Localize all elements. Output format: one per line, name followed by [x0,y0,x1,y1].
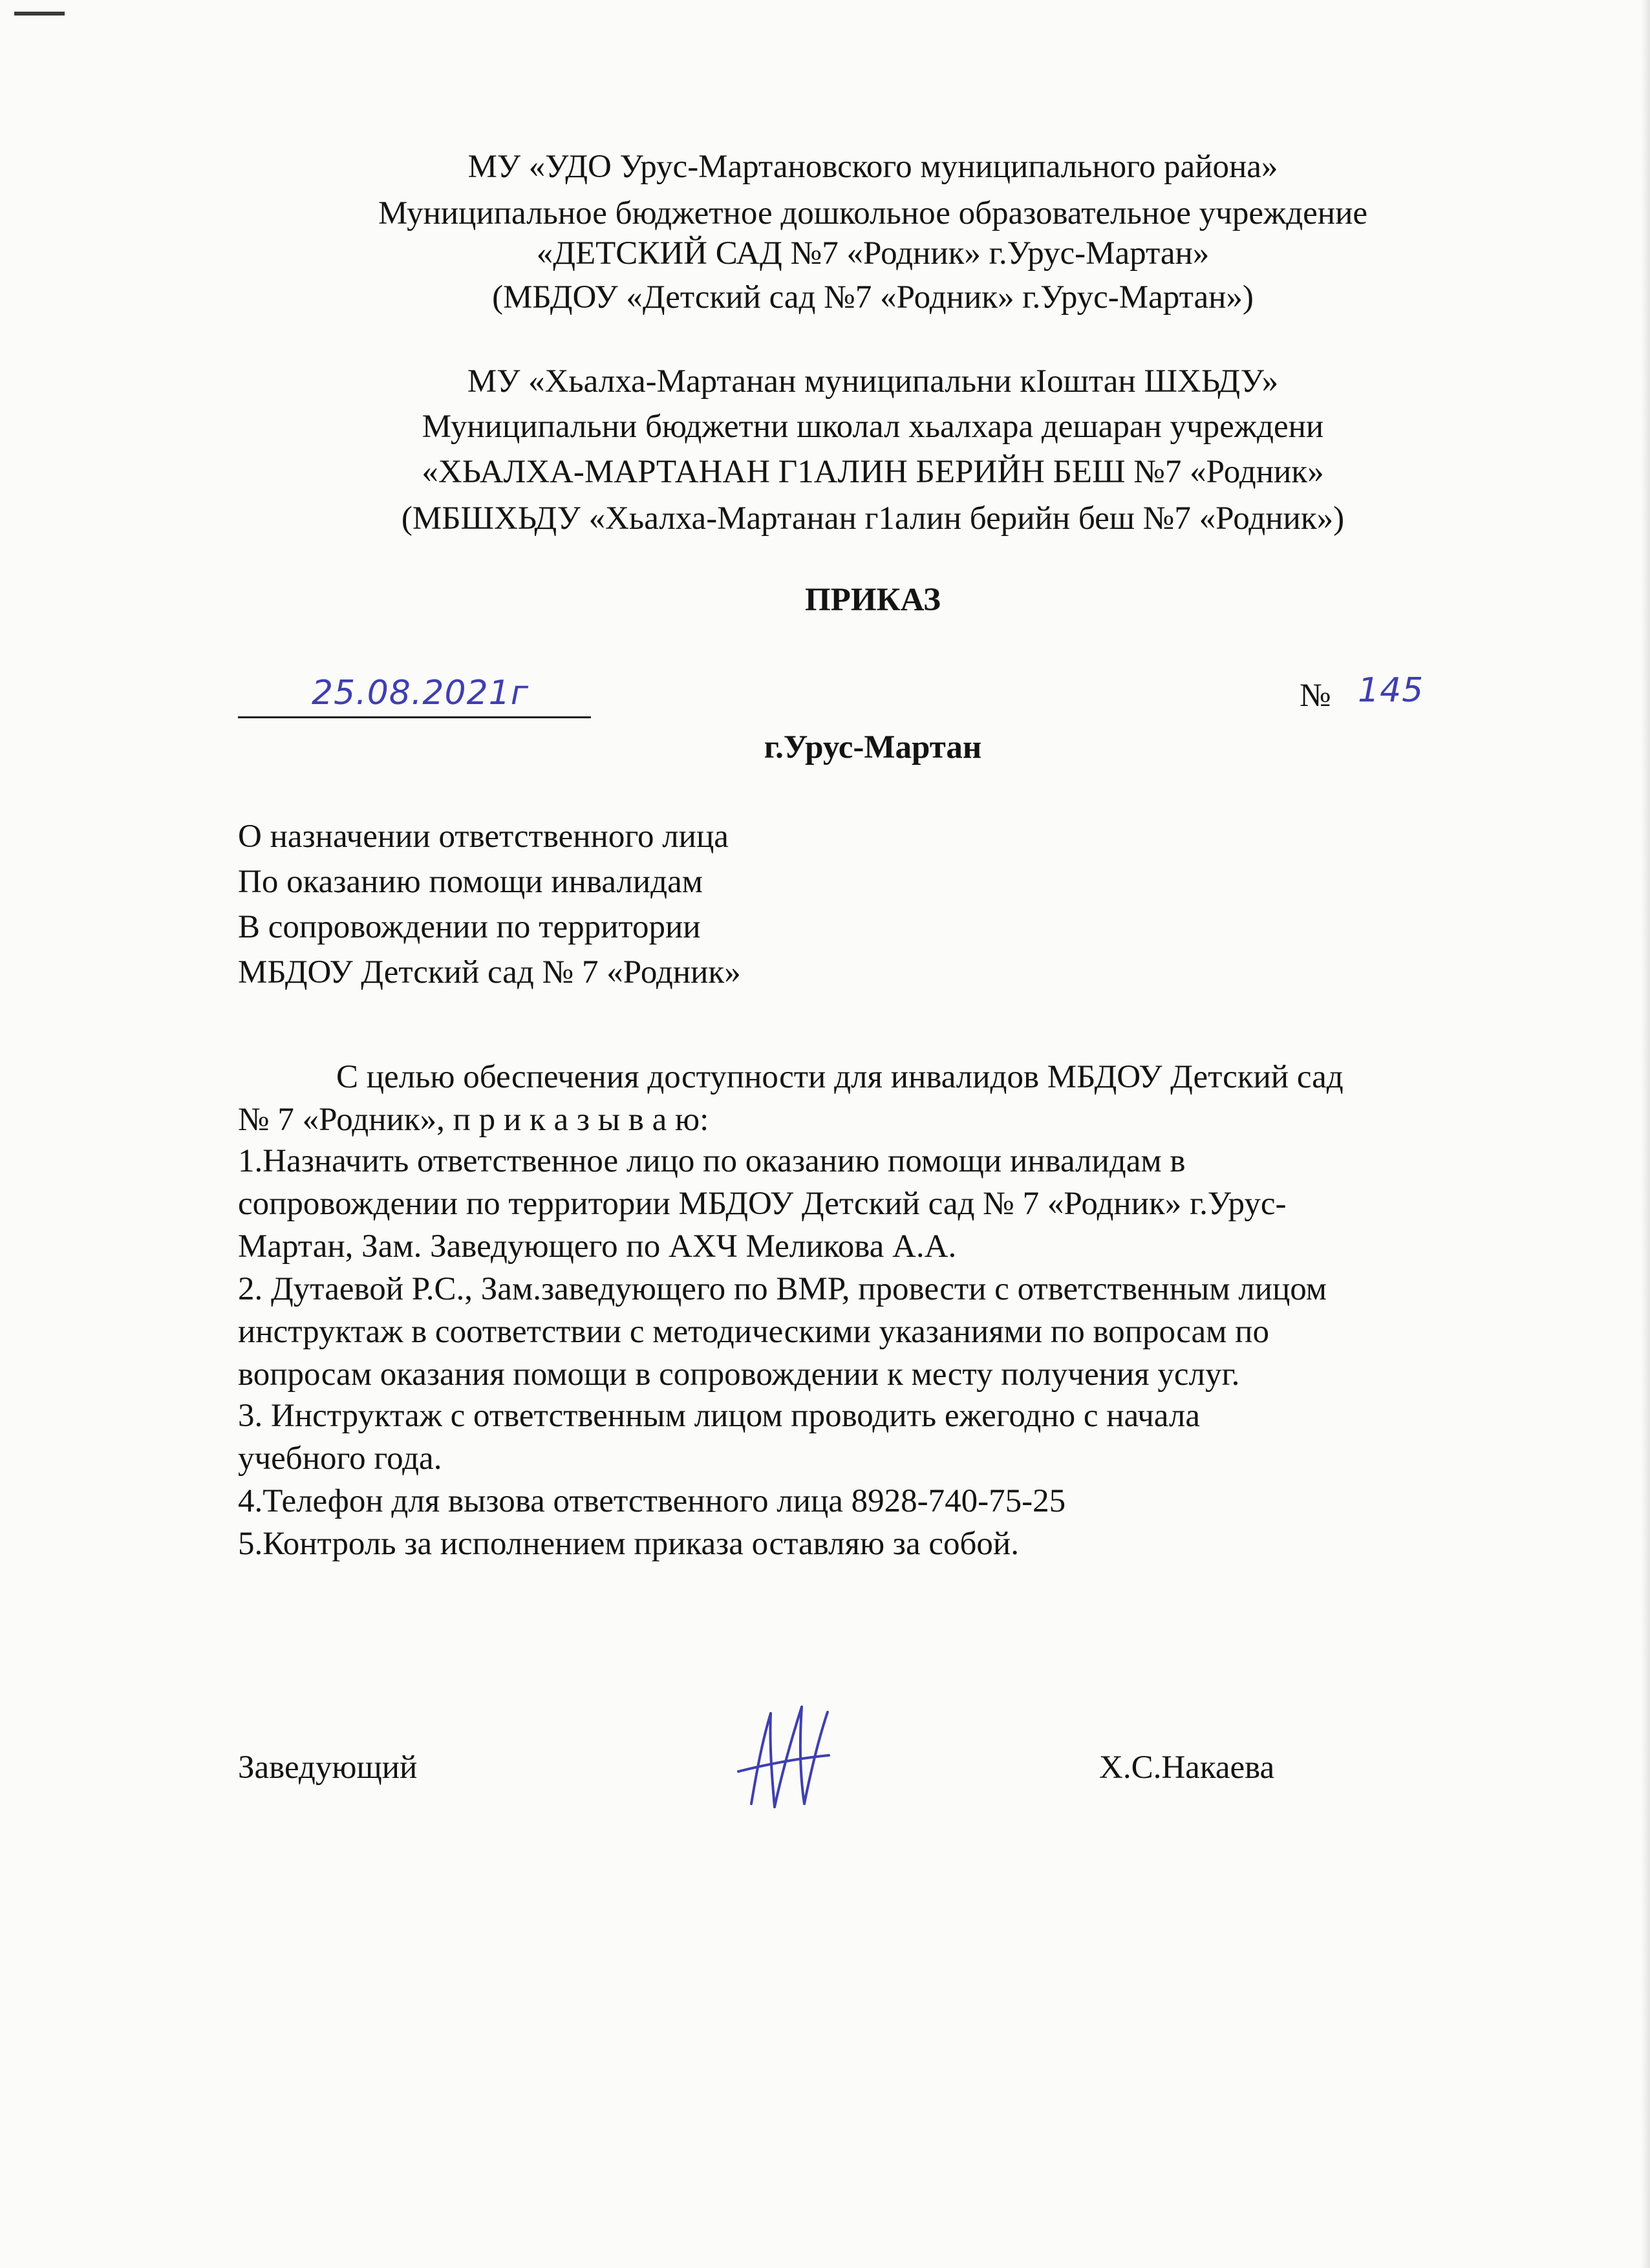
scan-edge-mark [14,12,65,16]
body-line-12: 5.Контроль за исполнением приказа оставляю за собой. [238,1526,1019,1562]
city: г.Урус-Мартан [764,729,982,765]
body-line-1: С целью обеспечения доступности для инвалидов МБДОУ Детский сад [336,1059,1344,1095]
handwritten-number: 145 [1358,671,1424,710]
header-ru-line-2: Муниципальное бюджетное дошкольное образовательное учреждение [378,195,1367,231]
header-ru-line-4: (МБДОУ «Детский сад №7 «Родник» г.Урус-Мартан») [492,279,1254,316]
date-underline [238,716,591,718]
body-line-6: 2. Дутаевой Р.С., Зам.заведующего по ВМР, провести с ответственным лицом [238,1271,1327,1307]
header-ce-line-2: Муниципальни бюджетни школал хьалхара дешаран учреждени [422,409,1324,445]
header-ru-line-3: «ДЕТСКИЙ САД №7 «Родник» г.Урус-Мартан» [536,235,1210,272]
header-ce-line-4: (МБШХЬДУ «Хьалха-Мартанан г1алин берийн беш №7 «Родник») [401,500,1345,537]
body-line-3: 1.Назначить ответственное лицо по оказанию помощи инвалидам в [238,1143,1186,1179]
handwritten-date: 25.08.2021г [312,674,530,712]
handwritten-signature [732,1694,835,1823]
subject-line-4: МБДОУ Детский сад № 7 «Родник» [238,954,741,990]
subject-line-3: В сопровождении по территории [238,909,701,945]
document-title: ПРИКАЗ [805,582,941,618]
body-line-8: вопросам оказания помощи в сопровождении к месту получения услуг. [238,1356,1240,1393]
page-edge-shadow [1641,0,1650,2268]
header-ce-line-1: МУ «Хьалха-Мартанан муниципальни кIоштан ШХЬДУ» [467,363,1279,400]
number-label: № [1300,678,1331,714]
body-line-5: Мартан, Зам. Заведующего по АХЧ Меликова А.А. [238,1228,957,1265]
body-line-7: инструктаж в соответствии с методическими указаниями по вопросам по [238,1314,1269,1350]
body-line-10: учебного года. [238,1440,442,1477]
subject-line-1: О назначении ответственного лица [238,818,729,855]
header-ce-line-3: «ХЬАЛХА-МАРТАНАН Г1АЛИН БЕРИЙН БЕШ №7 «Родник» [422,454,1324,490]
body-line-2: № 7 «Родник», п р и к а з ы в а ю: [238,1102,709,1138]
body-line-4: сопровождении по территории МБДОУ Детский сад № 7 «Родник» г.Урус- [238,1186,1287,1222]
signature-position: Заведующий [238,1749,418,1786]
body-line-11: 4.Телефон для вызова ответственного лица 8928-740-75-25 [238,1483,1066,1519]
subject-line-2: По оказанию помощи инвалидам [238,864,703,900]
signature-name: Х.С.Накаева [1099,1749,1275,1786]
body-line-9: 3. Инструктаж с ответственным лицом проводить ежегодно с начала [238,1398,1200,1434]
header-ru-line-1: МУ «УДО Урус-Мартановского муниципального района» [467,149,1278,185]
